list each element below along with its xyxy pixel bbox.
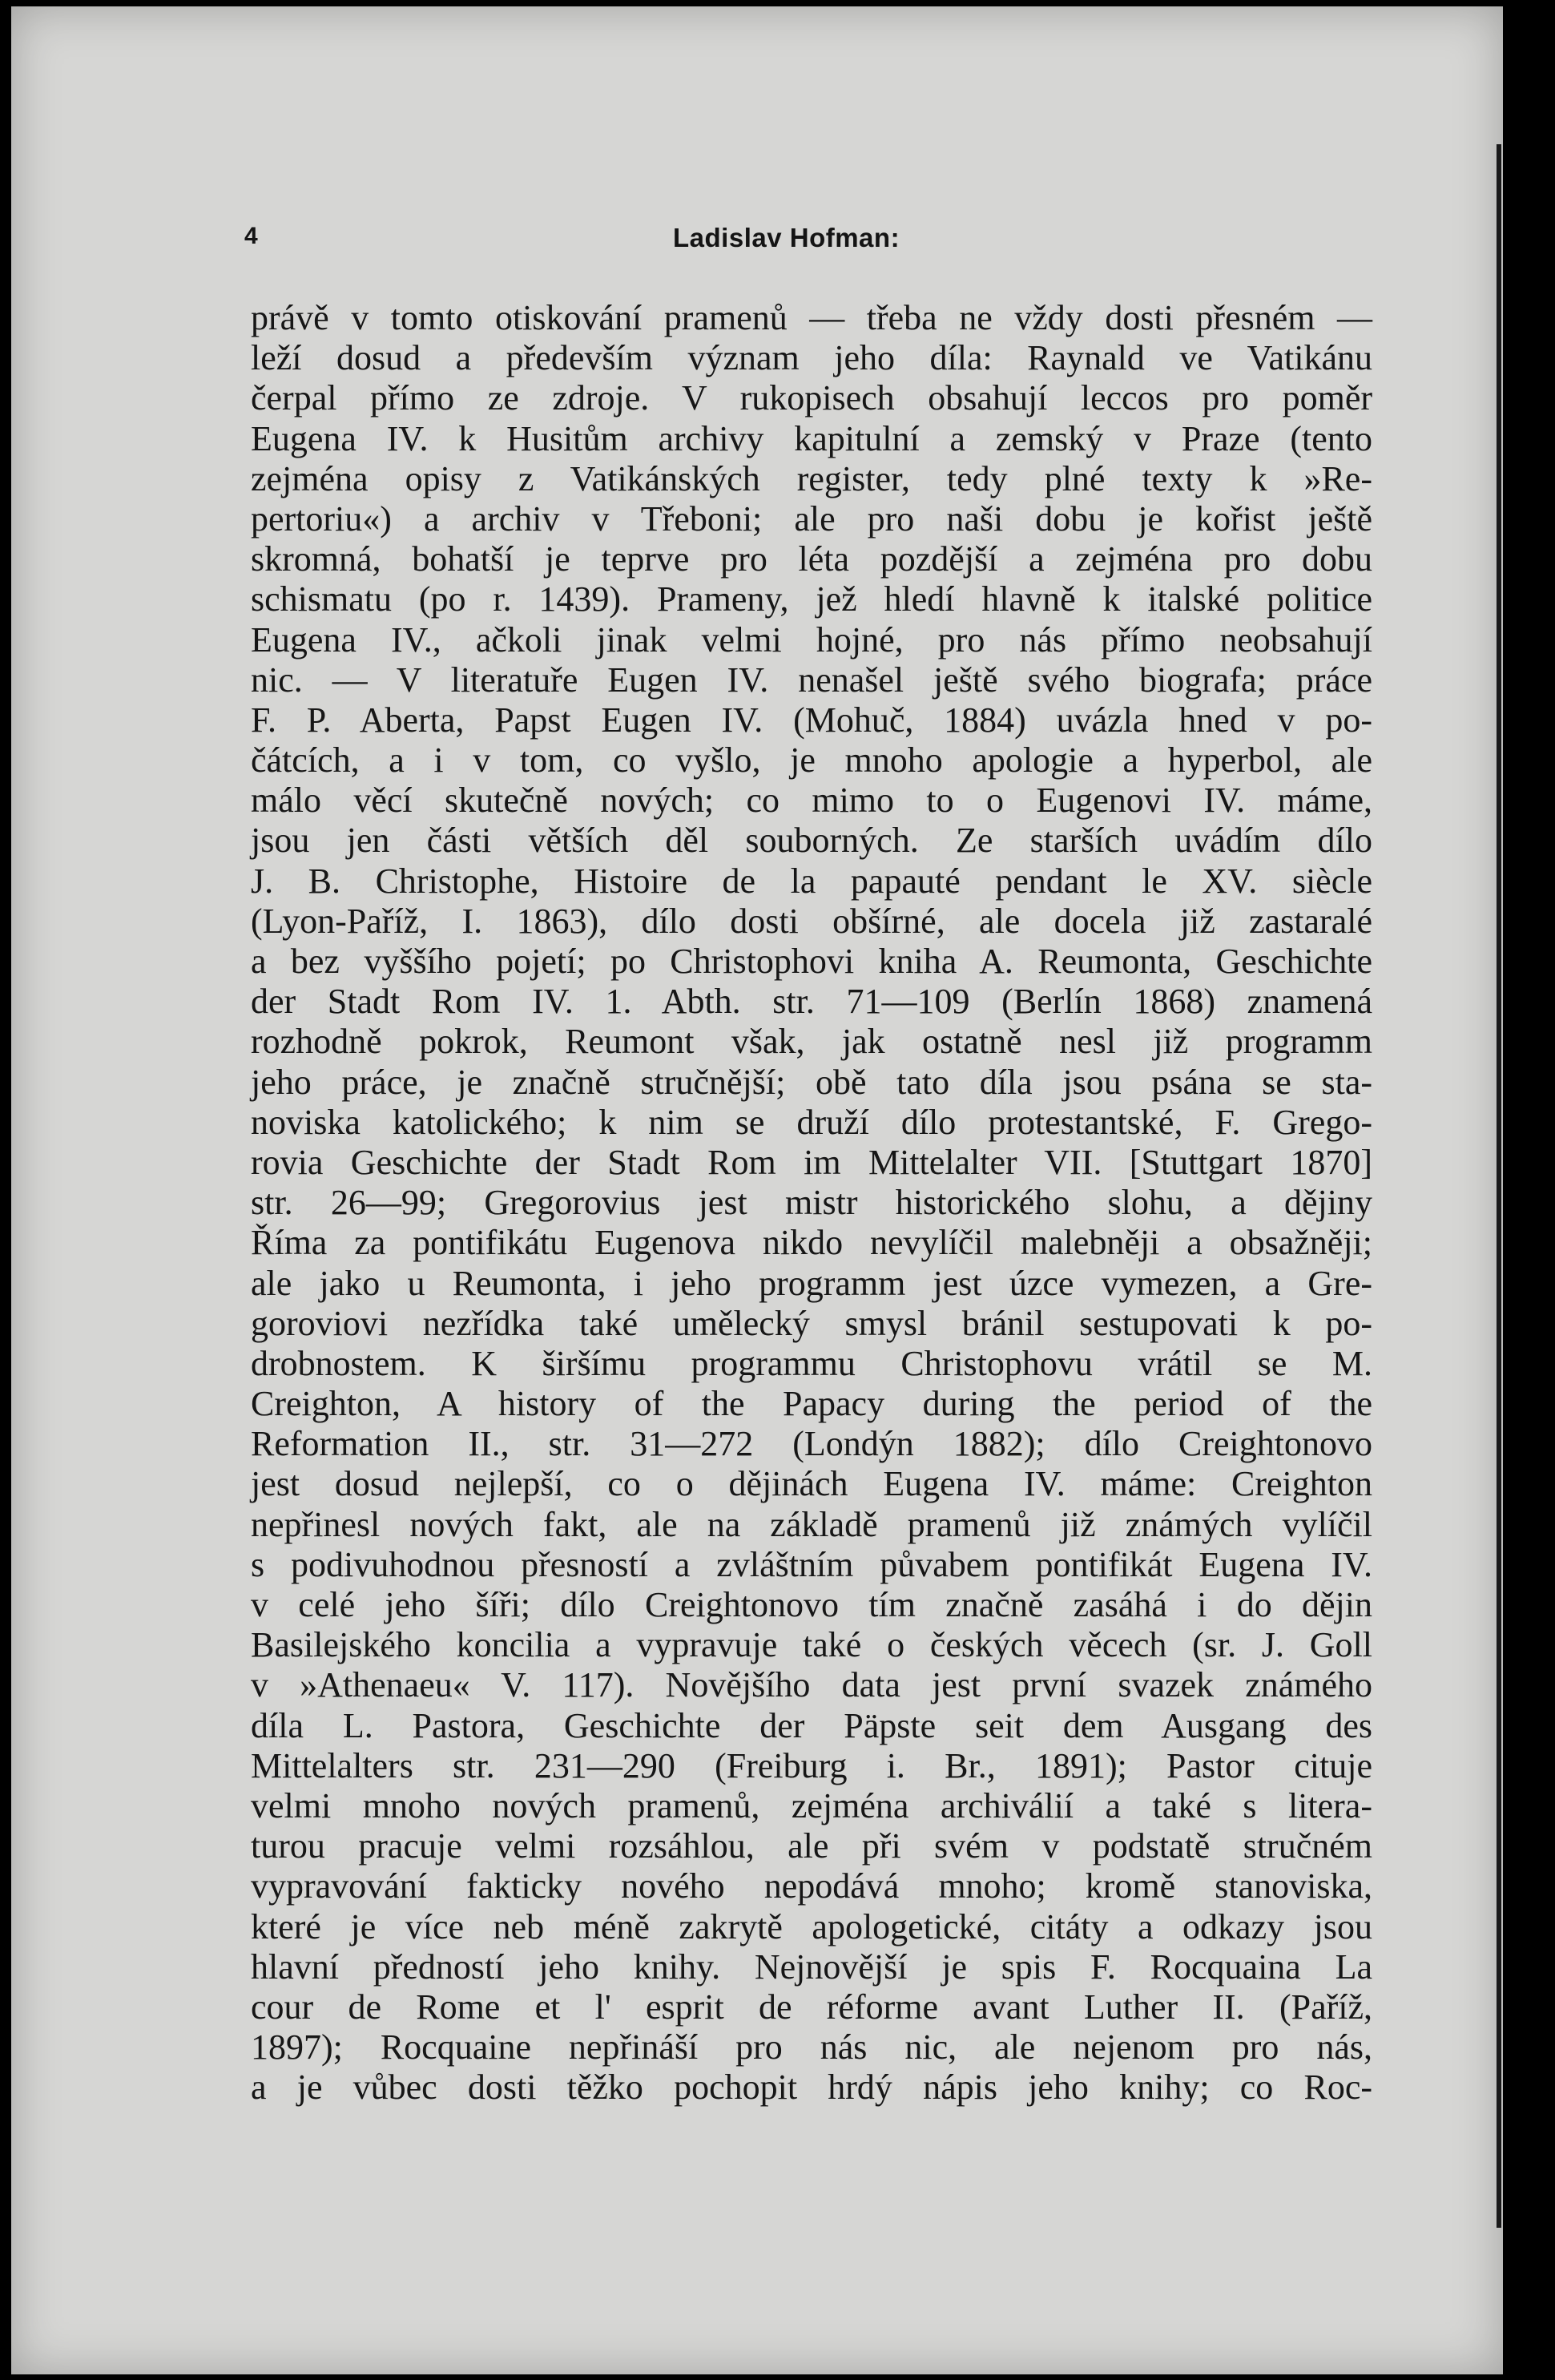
text-line: jsou jen části větších děl souborných. Ze starších uvádím dílo xyxy=(251,821,1372,861)
text-line: nepřinesl nových fakt, ale na základě pramenů již známých vylíčil xyxy=(251,1504,1372,1544)
text-line: der Stadt Rom IV. 1. Abth. str. 71—109 (Berlín 1868) znamená xyxy=(251,982,1372,1022)
text-line: Eugena IV., ačkoli jinak velmi hojné, pro nás přímo neobsahují xyxy=(251,619,1372,660)
text-line: a bez vyššího pojetí; po Christophovi kniha A. Reumonta, Geschichte xyxy=(251,942,1372,981)
text-line: ale jako u Reumonta, i jeho programm jest úzce vymezen, a Gre- xyxy=(251,1263,1372,1303)
text-line: goroviovi nezřídka také umělecký smysl bránil sestupovati k po- xyxy=(251,1303,1372,1343)
text-line: velmi mnoho nových pramenů, zejména archiválií a také s litera- xyxy=(251,1785,1372,1825)
text-line: Basilejského koncilia a vypravuje také o českých věcech (sr. J. Goll xyxy=(251,1625,1372,1665)
text-line: s podivuhodnou přesností a zvláštním půvabem pontifikát Eugena IV. xyxy=(251,1544,1372,1584)
scan-border xyxy=(1503,0,1555,2380)
text-line: Creighton, A history of the Papacy during the period of the xyxy=(251,1384,1372,1424)
text-line: a je vůbec dosti těžko pochopit hrdý nápis jeho knihy; co Roc- xyxy=(251,2067,1372,2108)
text-line: v »Athenaeu« V. 117). Novějšího data jest první svazek známého xyxy=(251,1665,1372,1705)
text-line: hlavní předností jeho knihy. Nejnovější je spis F. Rocquaina La xyxy=(251,1946,1372,1987)
text-line: Eugena IV. k Husitům archivy kapitulní a zemský v Praze (tento xyxy=(251,418,1372,458)
text-line: jeho práce, je značně stručnější; obě tato díla jsou psána se sta- xyxy=(251,1062,1372,1102)
text-line: právě v tomto otiskování pramenů — třeba ne vždy dosti přesném — xyxy=(251,298,1372,337)
text-line: pertoriu«) a archiv v Třeboni; ale pro naši dobu je kořist ještě xyxy=(251,498,1372,539)
text-line: schismatu (po r. 1439). Prameny, jež hledí hlavně k italské politice xyxy=(251,579,1372,619)
text-line: rovia Geschichte der Stadt Rom im Mittelalter VII. [Stuttgart 1870] xyxy=(251,1142,1372,1182)
text-line: drobnostem. K širšímu programmu Christophovu vrátil se M. xyxy=(251,1343,1372,1383)
body-text xyxy=(251,298,1372,2108)
text-line: turou pracuje velmi rozsáhlou, ale při svém v podstatě stručném xyxy=(251,1826,1372,1866)
text-line: leží dosud a především význam jeho díla: Raynald ve Vatikánu xyxy=(251,338,1372,378)
text-line: noviska katolického; k nim se druží dílo protestantské, F. Grego- xyxy=(251,1102,1372,1142)
text-line: v celé jeho šíři; dílo Creightonovo tím značně zasáhá i do dějin xyxy=(251,1585,1372,1624)
text-line: (Lyon-Paříž, I. 1863), dílo dosti obšírné, ale docela již zastaralé xyxy=(251,901,1372,941)
running-head: Ladislav Hofman: xyxy=(673,223,900,252)
text-line: Reformation II., str. 31—272 (Londýn 1882); dílo Creightonovo xyxy=(251,1424,1372,1464)
text-line: Mittelalters str. 231—290 (Freiburg i. Br., 1891); Pastor cituje xyxy=(251,1745,1372,1785)
text-line: J. B. Christophe, Histoire de la papauté pendant le XV. siècle xyxy=(251,861,1372,901)
text-line: nic. — V literatuře Eugen IV. nenašel ještě svého biografa; práce xyxy=(251,660,1372,700)
text-line: zejména opisy z Vatikánských register, tedy plné texty k »Re- xyxy=(251,458,1372,498)
text-line: cour de Rome et l' esprit de réforme avant Luther II. (Paříž, xyxy=(251,1987,1372,2027)
page-number: 4 xyxy=(244,223,258,249)
text-line: málo věcí skutečně nových; co mimo to o Eugenovi IV. máme, xyxy=(251,781,1372,821)
text-line: čátcích, a i v tom, co vyšlo, je mnoho apologie a hyperbol, ale xyxy=(251,740,1372,781)
text-line: čerpal přímo ze zdroje. V rukopisech obsahují leccos pro poměr xyxy=(251,378,1372,418)
page-header xyxy=(244,223,1370,255)
page-edge-shadow xyxy=(1497,144,1501,2228)
text-line: vypravování fakticky nového nepodává mnoho; kromě stanoviska, xyxy=(251,1866,1372,1906)
text-line: Říma za pontifikátu Eugenova nikdo nevylíčil malebněji a obsažněji; xyxy=(251,1223,1372,1263)
text-line: díla L. Pastora, Geschichte der Päpste seit dem Ausgang des xyxy=(251,1705,1372,1745)
text-line: str. 26—99; Gregorovius jest mistr historického slohu, a dějiny xyxy=(251,1183,1372,1223)
text-line: 1897); Rocquaine nepřináší pro nás nic, ale nejenom pro nás, xyxy=(251,2027,1372,2067)
text-line: které je více neb méně zakrytě apologetické, citáty a odkazy jsou xyxy=(251,1906,1372,1946)
text-line: skromná, bohatší je teprve pro léta pozdější a zejména pro dobu xyxy=(251,539,1372,579)
text-line: F. P. Aberta, Papst Eugen IV. (Mohuč, 1884) uvázla hned v po- xyxy=(251,700,1372,740)
text-line: jest dosud nejlepší, co o dějinách Eugena IV. máme: Creighton xyxy=(251,1464,1372,1504)
text-line: rozhodně pokrok, Reumont však, jak ostatně nesl již programm xyxy=(251,1022,1372,1062)
